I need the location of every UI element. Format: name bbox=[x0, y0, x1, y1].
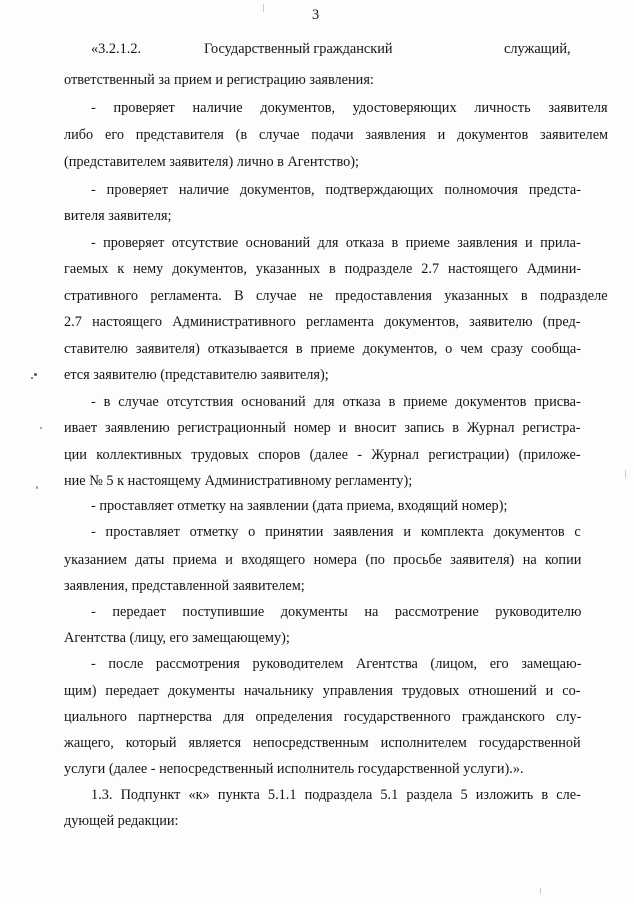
text-line: 2.7 настоящего Административного регламента документов, заявителю (пред- bbox=[64, 314, 581, 330]
text-line: ответственный за прием и регистрацию заявления: bbox=[64, 72, 374, 88]
text-line: ции коллективных трудовых споров (далее - Журнал регистрации) (приложе- bbox=[64, 447, 581, 463]
text-line: - проверяет наличие документов, подтверждающих полномочия предста- bbox=[91, 182, 581, 198]
heading-number: «3.2.1.2. bbox=[91, 41, 142, 57]
text-line: ется заявителю (представителю заявителя); bbox=[64, 367, 329, 383]
scan-speck bbox=[34, 373, 37, 376]
text-line: Агентства (лицу, его замещающему); bbox=[64, 630, 290, 646]
text-line: услуги (далее - непосредственный исполнитель государственной услуги).». bbox=[64, 761, 524, 777]
text-line: - в случае отсутствия оснований для отказа в приеме документов присва- bbox=[91, 394, 581, 410]
text-line: - проставляет отметку на заявлении (дата приема, входящий номер); bbox=[91, 498, 508, 514]
text-line: ставителю заявителя) отказывается в приеме документов, о чем сразу сообща- bbox=[64, 341, 582, 357]
text-line: стративного регламента. В случае не предоставления указанных в подразделе bbox=[64, 288, 608, 304]
text-line: циального партнерства для определения государственного гражданского слу- bbox=[64, 709, 582, 725]
text-line: - проверяет отсутствие оснований для отказа в приеме заявления и прила- bbox=[91, 235, 581, 251]
scan-speck bbox=[40, 427, 42, 429]
text-line: ние № 5 к настоящему Административному регламенту); bbox=[64, 473, 413, 489]
scan-speck bbox=[31, 377, 33, 379]
scan-edge-mark bbox=[540, 888, 541, 894]
text-line: - проверяет наличие документов, удостоверяющих личность заявителя bbox=[91, 100, 608, 116]
scan-edge-mark bbox=[625, 470, 626, 478]
text-line: - проставляет отметку о принятии заявления и комплекта документов с bbox=[91, 524, 581, 540]
text-line: либо его представителя (в случае подачи заявления и документов заявителем bbox=[64, 127, 609, 143]
text-line: ивает заявлению регистрационный номер и вносит запись в Журнал регистра- bbox=[64, 420, 581, 436]
text-line: дующей редакции: bbox=[64, 813, 179, 829]
text-line: гаемых к нему документов, указанных в подразделе 2.7 настоящего Админи- bbox=[64, 261, 582, 277]
text-line: - после рассмотрения руководителем Агентства (лицом, его замещаю- bbox=[91, 656, 582, 672]
text-line: вителя заявителя; bbox=[64, 208, 172, 224]
scan-edge-mark bbox=[263, 4, 264, 12]
heading-end: служащий, bbox=[504, 41, 571, 57]
scan-speck bbox=[36, 486, 38, 489]
page-number: 3 bbox=[312, 7, 320, 23]
text-line: (представителем заявителя) лично в Агентство); bbox=[64, 154, 360, 170]
text-line: указанием даты приема и входящего номера (по просьбе заявителя) на копии bbox=[64, 552, 582, 568]
text-line: щим) передает документы начальнику управления трудовых отношений и со- bbox=[64, 683, 581, 699]
text-line: 1.3. Подпункт «к» пункта 5.1.1 подраздела 5.1 раздела 5 изложить в сле- bbox=[91, 787, 581, 803]
heading-middle: Государственный гражданский bbox=[204, 41, 393, 57]
text-line: заявления, представленной заявителем; bbox=[64, 578, 305, 594]
text-line: - передает поступившие документы на рассмотрение руководителю bbox=[91, 604, 582, 620]
text-line: жащего, который является непосредственным исполнителем государственной bbox=[64, 735, 581, 751]
